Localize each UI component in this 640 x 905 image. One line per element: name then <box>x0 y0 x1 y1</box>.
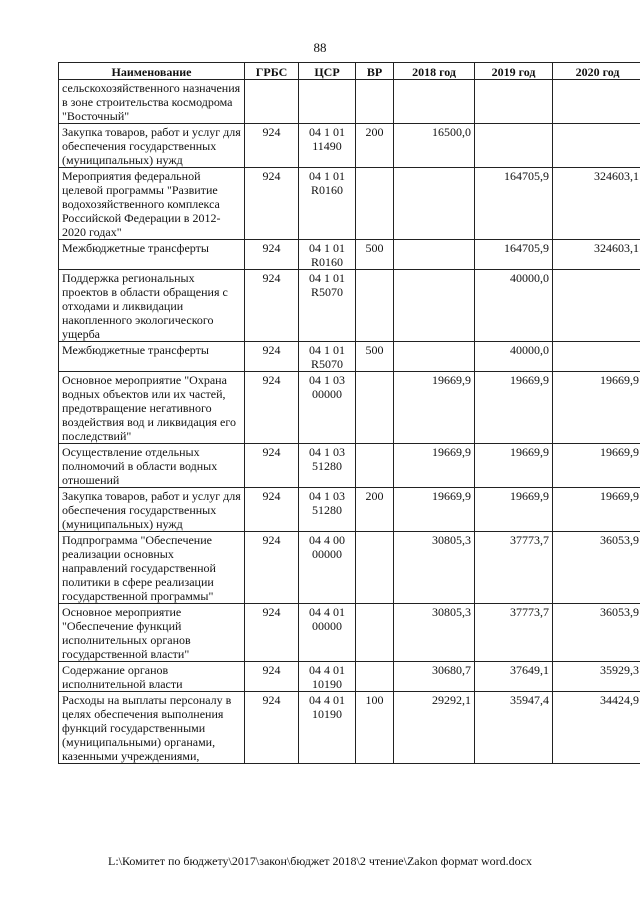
cell-2019: 37773,7 <box>475 532 553 604</box>
cell-2018 <box>394 80 475 124</box>
cell-vr <box>356 532 394 604</box>
cell-csr: 04 1 03 51280 <box>299 444 356 488</box>
cell-grbs <box>245 80 299 124</box>
cell-csr <box>299 80 356 124</box>
table-row <box>59 80 640 124</box>
table-body <box>59 80 640 764</box>
cell-name: Основное мероприятие "Обеспечение функций исполнительных органов государственной власти" <box>59 604 245 662</box>
table-row <box>59 444 640 488</box>
column-header-csr: ЦСР <box>299 63 356 80</box>
column-header-2019: 2019 год <box>475 63 553 80</box>
cell-2020 <box>553 124 640 168</box>
table-row <box>59 488 640 532</box>
cell-2018: 29292,1 <box>394 692 475 764</box>
table-row <box>59 692 640 764</box>
cell-name: Межбюджетные трансферты <box>59 342 245 372</box>
cell-grbs: 924 <box>245 240 299 270</box>
cell-vr: 100 <box>356 692 394 764</box>
cell-csr: 04 1 01 R5070 <box>299 342 356 372</box>
table-row <box>59 662 640 692</box>
cell-2020 <box>553 80 640 124</box>
cell-2018 <box>394 342 475 372</box>
column-header-2018: 2018 год <box>394 63 475 80</box>
cell-2019 <box>475 124 553 168</box>
cell-2018: 19669,9 <box>394 488 475 532</box>
cell-name: Закупка товаров, работ и услуг для обеспечения государственных (муниципальных) нужд <box>59 488 245 532</box>
cell-vr: 200 <box>356 124 394 168</box>
column-header-vr: ВР <box>356 63 394 80</box>
cell-name: Межбюджетные трансферты <box>59 240 245 270</box>
cell-name: Закупка товаров, работ и услуг для обеспечения государственных (муниципальных) нужд <box>59 124 245 168</box>
cell-vr: 200 <box>356 488 394 532</box>
cell-2018 <box>394 168 475 240</box>
table-row <box>59 168 640 240</box>
cell-2019: 164705,9 <box>475 240 553 270</box>
cell-2018: 30805,3 <box>394 604 475 662</box>
cell-2020: 324603,1 <box>553 240 640 270</box>
table-row <box>59 270 640 342</box>
cell-2019: 35947,4 <box>475 692 553 764</box>
cell-grbs: 924 <box>245 604 299 662</box>
cell-2020: 36053,9 <box>553 532 640 604</box>
cell-2019 <box>475 80 553 124</box>
table-header-row <box>59 63 640 80</box>
cell-2018: 19669,9 <box>394 444 475 488</box>
cell-csr: 04 1 03 51280 <box>299 488 356 532</box>
page-number: 88 <box>313 40 327 55</box>
cell-2018: 19669,9 <box>394 372 475 444</box>
cell-csr: 04 4 01 00000 <box>299 604 356 662</box>
cell-csr: 04 1 01 11490 <box>299 124 356 168</box>
cell-2018 <box>394 270 475 342</box>
cell-2019: 37773,7 <box>475 604 553 662</box>
column-header-grbs: ГРБС <box>245 63 299 80</box>
table-row <box>59 240 640 270</box>
cell-2020: 19669,9 <box>553 372 640 444</box>
cell-grbs: 924 <box>245 372 299 444</box>
cell-vr <box>356 80 394 124</box>
cell-name: Подпрограмма "Обеспечение реализации основных направлений государственной политики в сфере реализации государственной программы" <box>59 532 245 604</box>
table-row <box>59 124 640 168</box>
column-header-name: Наименование <box>59 63 245 80</box>
table-row <box>59 342 640 372</box>
cell-2019: 19669,9 <box>475 488 553 532</box>
cell-2018: 30805,3 <box>394 532 475 604</box>
cell-vr <box>356 662 394 692</box>
table-row <box>59 604 640 662</box>
cell-vr: 500 <box>356 240 394 270</box>
cell-grbs: 924 <box>245 692 299 764</box>
cell-2020: 35929,3 <box>553 662 640 692</box>
cell-2018 <box>394 240 475 270</box>
cell-2020: 34424,9 <box>553 692 640 764</box>
cell-name: Поддержка региональных проектов в области обращения с отходами и ликвидации накопленного экологического ущерба <box>59 270 245 342</box>
cell-2020: 19669,9 <box>553 488 640 532</box>
cell-name: Мероприятия федеральной целевой программы "Развитие водохозяйственного комплекса Российской Федерации в 2012-2020 годах" <box>59 168 245 240</box>
cell-grbs: 924 <box>245 124 299 168</box>
cell-2020: 19669,9 <box>553 444 640 488</box>
cell-2019: 19669,9 <box>475 444 553 488</box>
budget-table <box>58 62 640 764</box>
cell-2019: 40000,0 <box>475 270 553 342</box>
cell-vr: 500 <box>356 342 394 372</box>
column-header-2020: 2020 год <box>553 63 640 80</box>
cell-vr <box>356 604 394 662</box>
file-path-footer: L:\Комитет по бюджету\2017\закон\бюджет 2018\2 чтение\Zakon формат word.docx <box>108 854 532 868</box>
cell-grbs: 924 <box>245 444 299 488</box>
table-row <box>59 372 640 444</box>
cell-2020: 36053,9 <box>553 604 640 662</box>
cell-grbs: 924 <box>245 662 299 692</box>
cell-csr: 04 4 00 00000 <box>299 532 356 604</box>
cell-grbs: 924 <box>245 342 299 372</box>
cell-csr: 04 1 01 R5070 <box>299 270 356 342</box>
cell-name: Осуществление отдельных полномочий в области водных отношений <box>59 444 245 488</box>
cell-csr: 04 1 03 00000 <box>299 372 356 444</box>
cell-csr: 04 4 01 10190 <box>299 662 356 692</box>
cell-name: Расходы на выплаты персоналу в целях обеспечения выполнения функций государственными (муниципальными) органами, казенными учреждениями, <box>59 692 245 764</box>
cell-csr: 04 1 01 R0160 <box>299 240 356 270</box>
cell-csr: 04 1 01 R0160 <box>299 168 356 240</box>
cell-2019: 40000,0 <box>475 342 553 372</box>
cell-2019: 37649,1 <box>475 662 553 692</box>
cell-2019: 164705,9 <box>475 168 553 240</box>
cell-grbs: 924 <box>245 168 299 240</box>
cell-vr <box>356 444 394 488</box>
cell-2020 <box>553 270 640 342</box>
cell-2018: 30680,7 <box>394 662 475 692</box>
table-row <box>59 532 640 604</box>
cell-vr <box>356 168 394 240</box>
cell-name: сельскохозяйственного назначения в зоне строительства космодрома "Восточный" <box>59 80 245 124</box>
cell-grbs: 924 <box>245 270 299 342</box>
cell-grbs: 924 <box>245 488 299 532</box>
cell-name: Основное мероприятие "Охрана водных объектов или их частей, предотвращение негативного воздействия вод и ликвидация его последствий" <box>59 372 245 444</box>
cell-vr <box>356 372 394 444</box>
cell-2020: 324603,1 <box>553 168 640 240</box>
cell-2018: 16500,0 <box>394 124 475 168</box>
cell-name: Содержание органов исполнительной власти <box>59 662 245 692</box>
cell-grbs: 924 <box>245 532 299 604</box>
cell-2020 <box>553 342 640 372</box>
cell-vr <box>356 270 394 342</box>
cell-2019: 19669,9 <box>475 372 553 444</box>
cell-csr: 04 4 01 10190 <box>299 692 356 764</box>
